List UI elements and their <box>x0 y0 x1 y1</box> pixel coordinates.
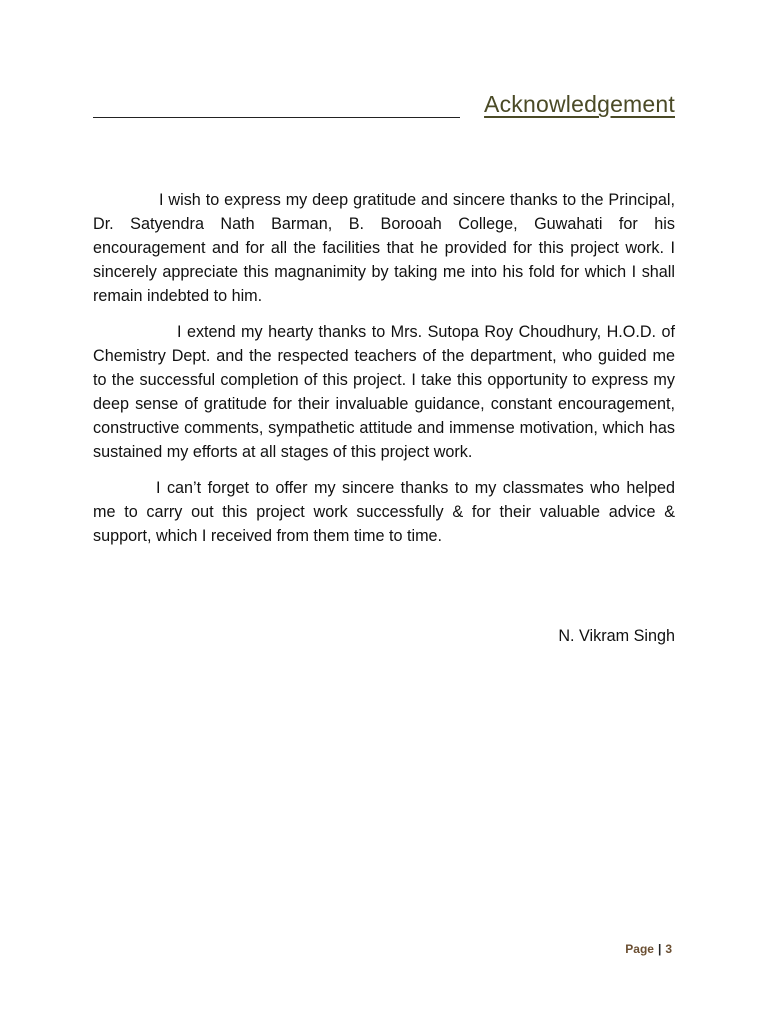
body-text <box>93 188 675 560</box>
paragraph-teachers: I extend my hearty thanks to Mrs. Sutopa Roy Choudhury, H.O.D. of Chemistry Dept. and the respected teachers of the department, who guided me to the successful completion of this project. I take this opportunity to express my deep sense of gratitude for their invaluable guidance, constant encouragement, constructive comments, sympathetic attitude and immense motivation, which has sustained my efforts at all stages of this project work. <box>93 323 675 461</box>
page-footer <box>625 940 672 958</box>
page-number: 3 <box>665 942 672 956</box>
paragraph-principal: I wish to express my deep gratitude and sincere thanks to the Principal, Dr. Satyendra Nath Barman, B. Borooah College, Guwahati for his encouragement and for all the facilities that he provided for this project work. I sincerely appreciate this magnanimity by taking me into his fold for which I shall remain indebted to him. <box>93 191 675 305</box>
page-label: Page <box>625 942 654 956</box>
paragraph-classmates: I can’t forget to offer my sincere thanks to my classmates who helped me to carry out this project work successfully & for their valuable advice & support, which I received from them time to time. <box>93 479 675 545</box>
page-separator: | <box>657 942 662 956</box>
page-title: Acknowledgement <box>484 91 675 117</box>
heading-rule <box>93 117 460 118</box>
signature: N. Vikram Singh <box>558 627 675 645</box>
heading-row <box>93 88 675 122</box>
